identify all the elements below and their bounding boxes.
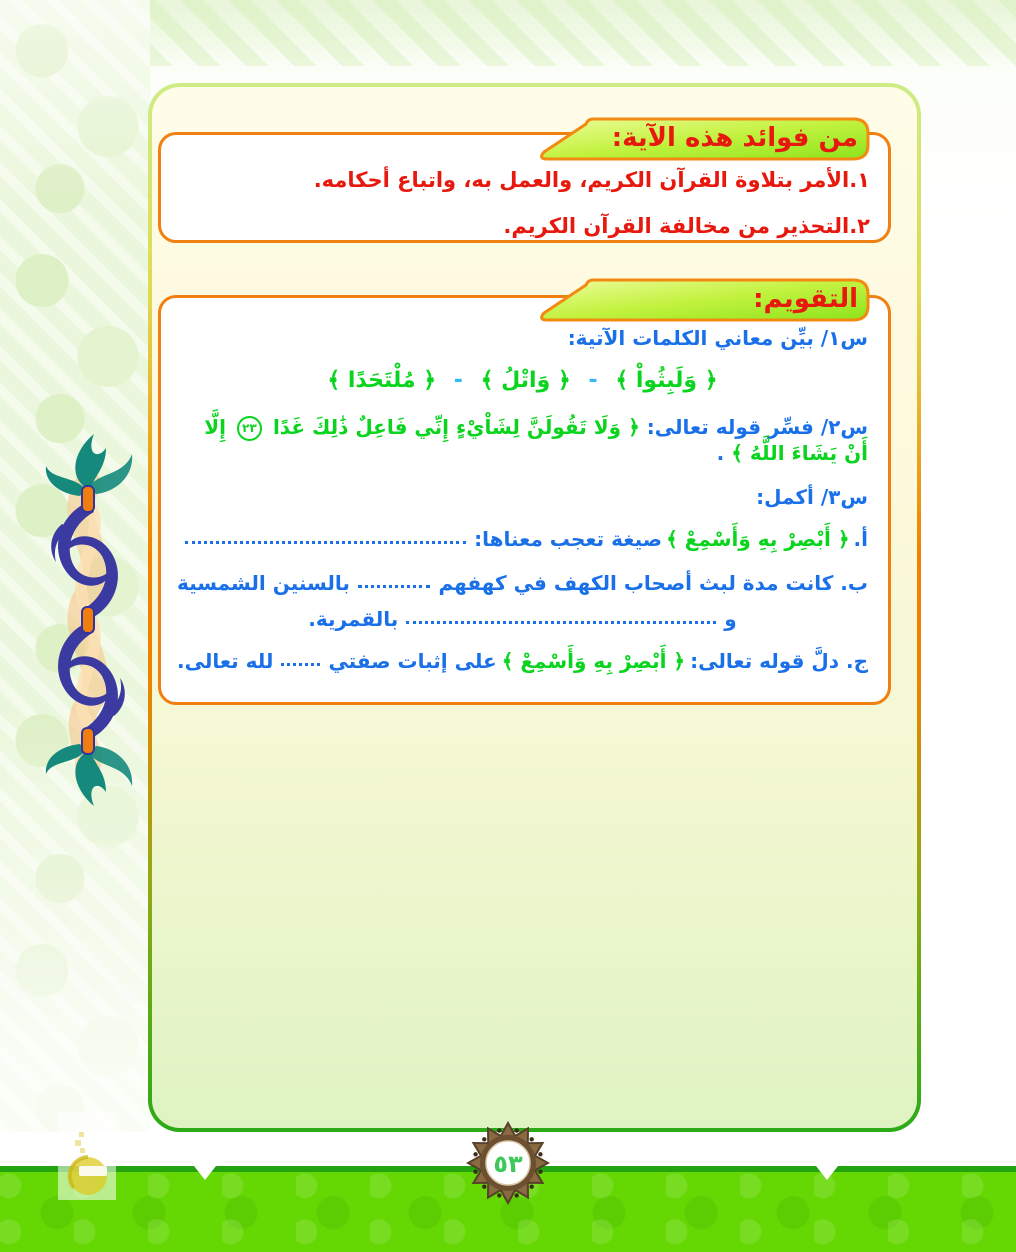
answer-blank-dots <box>185 541 466 544</box>
mosaic-pattern-top <box>150 0 1016 66</box>
question-3b <box>177 571 868 595</box>
question-3c-text: ج. دلَّ قوله تعالى: <box>690 649 868 673</box>
word-separator-2: - <box>453 368 463 393</box>
answer-blank-dots <box>358 585 431 588</box>
arabesque-ornament <box>32 424 144 816</box>
question-3a-verse: ﴿ أَبْصِرْ بِهِ وَأَسْمِعْ ﴾ <box>666 527 850 551</box>
question-2-verse-end: إِلَّا أَنْ يَشَاءَ اللَّهُ ﴾ <box>204 415 868 465</box>
word-separator-1: - <box>588 368 598 393</box>
question-3b-line2-start: و <box>724 607 737 631</box>
publisher-logo-icon <box>63 1130 111 1200</box>
page-number-medallion <box>466 1121 550 1205</box>
question-3a-text: صيغة تعجب معناها: <box>474 527 663 551</box>
footer-notch-left <box>194 1166 216 1180</box>
question-3: س٣/ أكمل: <box>756 485 868 509</box>
quran-word-2: ﴿ وَاتْلُ ﴾ <box>480 368 571 393</box>
question-3b-end: بالسنين الشمسية <box>177 571 350 595</box>
question-3c-end: لله تعالى. <box>177 649 274 673</box>
question-3a-marker: أ. <box>853 527 868 551</box>
verse-number-badge: ٢٣ <box>237 416 262 441</box>
assessment-section-tab <box>537 278 878 322</box>
question-3c-verse: ﴿ أَبْصِرْ بِهِ وَأَسْمِعْ ﴾ <box>501 649 686 673</box>
benefits-section-tab <box>537 117 878 161</box>
question-3c <box>177 649 868 673</box>
question-3c-mid: على إثبات صفتي <box>328 649 497 673</box>
question-3a <box>177 527 868 551</box>
benefit-item-1: ١.الأمر بتلاوة القرآن الكريم، والعمل به، واتباع أحكامه. <box>313 168 870 192</box>
content-card <box>148 83 921 1132</box>
medallion-star-icon <box>466 1121 550 1205</box>
benefits-section-title: من فوائد هذه الآية: <box>611 123 858 153</box>
question-2-prefix: س٢/ فسِّر قوله تعالى: <box>646 415 868 439</box>
question-1: س١/ بيِّن معاني الكلمات الآتية: <box>567 326 868 350</box>
question-2-period: . <box>716 441 725 465</box>
assessment-box <box>158 295 891 705</box>
benefit-item-2: ٢.التحذير من مخالفة القرآن الكريم. <box>503 214 870 238</box>
quran-word-3: ﴿ مُلْتَحَدًا ﴾ <box>327 368 437 393</box>
question-3b-line2-end: بالقمرية. <box>308 607 399 631</box>
question-2-verse: ﴿ وَلَا تَقُولَنَّ لِشَاْيْءٍ إِنِّي فَاعِلٌ ذَٰلِكَ غَدًا <box>272 415 640 439</box>
footer-notch-right <box>816 1166 838 1180</box>
quran-word-1: ﴿ وَلَبِثُواْ ﴾ <box>615 368 718 393</box>
answer-blank-dots <box>406 621 716 624</box>
content-card-inner <box>152 87 917 1128</box>
question-2 <box>177 415 868 465</box>
question-1-words <box>177 368 868 393</box>
question-3b-line2 <box>177 607 868 631</box>
page-number: ٥٣ <box>493 1150 523 1178</box>
assessment-section-title: التقويم: <box>753 284 858 314</box>
arabesque-icon <box>32 424 144 816</box>
publisher-watermark <box>58 1112 116 1200</box>
question-3b-text: ب. كانت مدة لبث أصحاب الكهف في كهفهم <box>438 571 868 595</box>
answer-blank-dots <box>281 663 320 666</box>
